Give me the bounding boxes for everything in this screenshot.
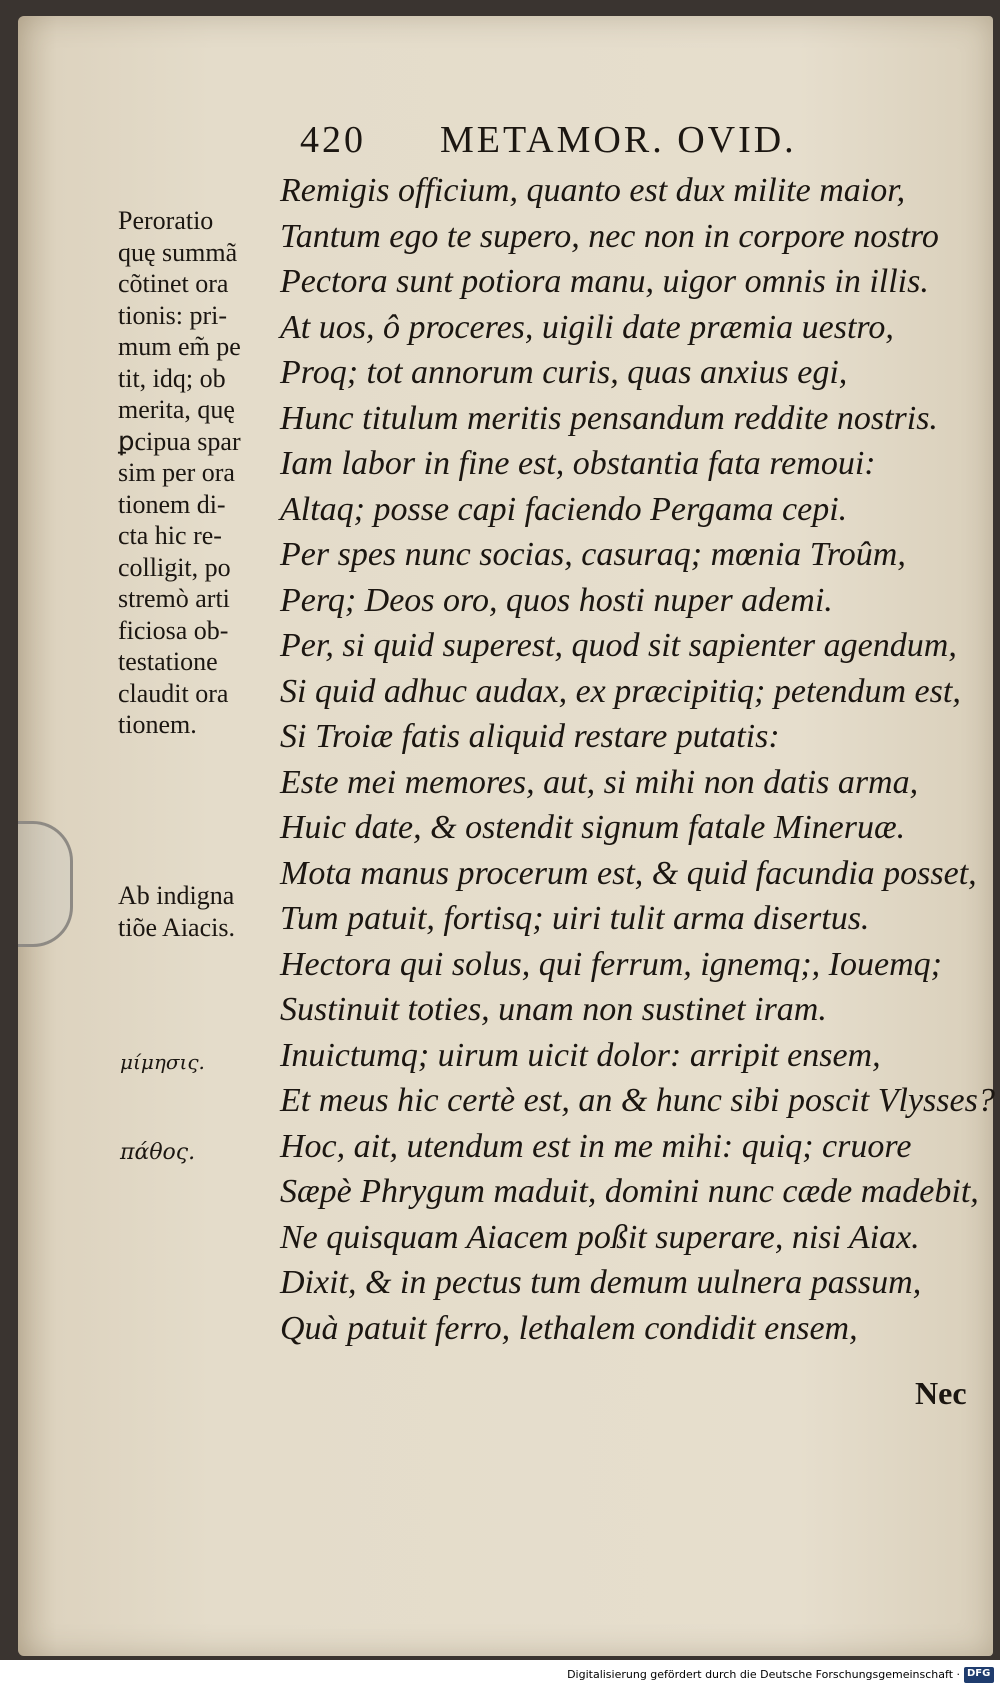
margin-note-line: claudit ora <box>118 678 229 708</box>
verse-line: Si quid adhuc audax, ex præcipitiq; petendum est, <box>280 672 961 710</box>
margin-note-line: merita, quę <box>118 395 235 424</box>
margin-note-line: colligit, po <box>118 552 231 582</box>
margin-note-peroratio <box>118 205 288 741</box>
page-clip <box>18 821 73 947</box>
verse-line: Sustinuit toties, unam non sustinet iram. <box>280 991 827 1028</box>
verse-line: Per spes nunc socias, casuraq; mœnia Troûm, <box>280 536 906 573</box>
margin-note-line: tit, idq; ob <box>118 363 226 393</box>
margin-note-line: cta hic re- <box>118 521 222 550</box>
verse-line: Tantum ego te supero, nec non in corpore nostro <box>280 217 939 255</box>
footer-credit: Digitalisierung gefördert durch die Deutsche Forschungsgemeinschaft · <box>567 1668 960 1681</box>
verse-line: Tum patuit, fortisq; uiri tulit arma disertus. <box>280 900 870 937</box>
margin-greek-mimesis: μίμησις. <box>120 1050 205 1074</box>
dfg-logo-icon <box>964 1667 994 1683</box>
margin-note-line: Peroratio <box>118 206 214 235</box>
verse-line: Iam labor in fine est, obstantia fata remoui: <box>280 445 876 482</box>
verse-line: Hunc titulum meritis pensandum reddite nostris. <box>280 399 938 437</box>
running-title: METAMOR. OVID. <box>440 119 797 161</box>
margin-note-line: testatione <box>118 647 218 676</box>
verse-line: Remigis officium, quanto est dux milite maior, <box>280 172 906 209</box>
margin-note-line: sim per ora <box>118 458 235 487</box>
margin-greek-pathos: πάθος. <box>120 1140 196 1165</box>
footer-bar <box>0 1664 1000 1689</box>
verse-line: Proq; tot annorum curis, quas anxius egi, <box>280 354 848 391</box>
margin-note-indignatio <box>118 880 235 944</box>
margin-note-line: Ab indigna <box>118 881 235 910</box>
verse-line: Sæpè Phrygum maduit, domini nunc cæde madebit, <box>280 1173 979 1210</box>
margin-note-line: stremò arti <box>118 584 230 613</box>
verse-line: Mota manus procerum est, & quid facundia posset, <box>280 854 977 892</box>
verse-block <box>280 168 995 1351</box>
margin-note-line: mum em̃ pe <box>118 332 241 361</box>
margin-note-line: tionis: pri- <box>118 300 228 330</box>
margin-note-line: tionem di- <box>118 489 226 519</box>
catchword: Nec <box>915 1375 967 1411</box>
verse-line: Et meus hic certè est, an & hunc sibi poscit Vlysses? <box>280 1082 995 1119</box>
margin-note-line: cõtinet ora <box>118 269 229 298</box>
verse-line: Hoc, ait, utendum est in me mihi: quiq; cruore <box>280 1127 912 1165</box>
verse-line: At uos, ô proceres, uigili date præmia uestro, <box>280 308 894 346</box>
verse-line: Si Troiæ fatis aliquid restare putatis: <box>280 718 780 755</box>
margin-note-line: ꝑcipua spar <box>118 426 241 456</box>
verse-line: Perq; Deos oro, quos hosti nuper ademi. <box>280 581 833 619</box>
verse-line: Hectora qui solus, qui ferrum, ignemq;, Iouemq; <box>280 945 942 983</box>
margin-note-line: tiõe Aiacis. <box>118 913 235 942</box>
verse-line: Quà patuit ferro, lethalem condidit ensem, <box>280 1309 858 1347</box>
verse-line: Este mei memores, aut, si mihi non datis arma, <box>280 763 919 801</box>
verse-line: Huic date, & ostendit signum fatale Mineruæ. <box>280 809 906 846</box>
verse-line: Pectora sunt potiora manu, uigor omnis in illis. <box>280 263 929 300</box>
verse-line: Dixit, & in pectus tum demum uulnera passum, <box>280 1264 922 1301</box>
verse-line: Inuictumq; uirum uicit dolor: arripit ensem, <box>280 1036 881 1074</box>
margin-note-line: tionem. <box>118 710 197 739</box>
verse-line: Per, si quid superest, quod sit sapienter agendum, <box>280 627 957 664</box>
page-header <box>300 118 860 168</box>
margin-note-line: ficiosa ob- <box>118 615 229 645</box>
margin-note-line: quę summã <box>118 237 238 267</box>
folio-number: 420 <box>300 119 366 161</box>
verse-line: Altaq; posse capi faciendo Pergama cepi. <box>280 490 848 528</box>
verse-line: Ne quisquam Aiacem poßit superare, nisi Aiax. <box>280 1218 920 1256</box>
